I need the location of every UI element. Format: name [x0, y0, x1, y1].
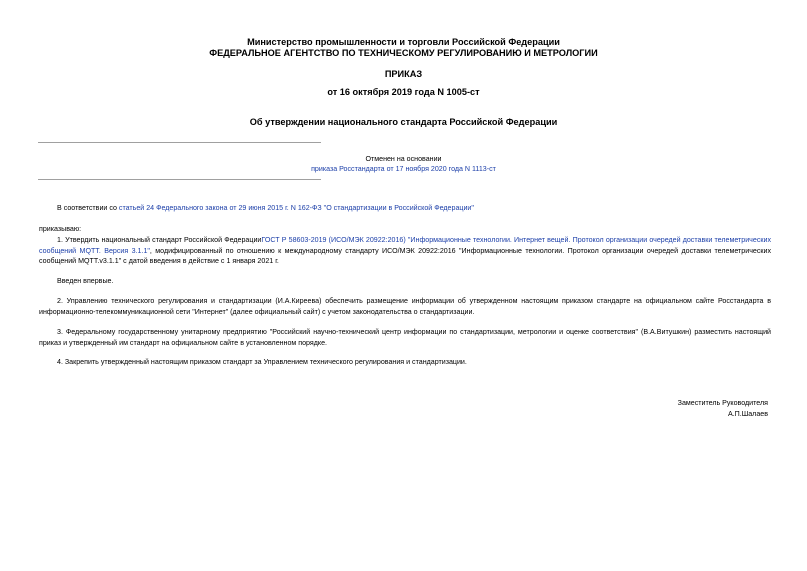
cancel-note-text: Отменен на основании — [365, 155, 442, 163]
signature-position: Заместитель Руководителя — [677, 399, 768, 407]
item-3: 3. Федеральному государственному унитарному предприятию "Российский научно-технический центр информации по стандартизации, метрологии и оценке соответствия" (В.А.Витушкин) разместить настоящий приказ и утвержденный им стандарт на официальном сайте в установленном порядке. — [39, 328, 771, 347]
intro-paragraph — [57, 203, 769, 214]
signature-name: А.П.Шалаев — [727, 410, 768, 418]
cancel-order-link[interactable]: приказа Росстандарта от 17 ноября 2020 года N 1113-ст — [311, 165, 496, 173]
divider-bottom — [38, 179, 321, 180]
intro-prefix: В соответствии со — [57, 204, 119, 212]
cancel-note-link-wrap — [0, 164, 807, 175]
item-2: 2. Управлению технического регулирования и стандартизации (И.А.Киреева) обеспечить размещение информации об утвержденном настоящим приказом стандарте на официальном сайте Росстандарта в информационно-телекоммуникационной сети "Интернет" (далее официальный сайт) с учетом законодательства о стандартизации. — [39, 297, 771, 316]
doc-date-number: от 16 октября 2019 года N 1005-ст — [327, 87, 480, 97]
item-1-suffix: , модифицированный по отношению к международному стандарту ИСО/МЭК 20922:2016 "Информационные технологии. Протокол организации очередей доставки телеметрических сообщений MQTT.v3.1.1" с датой введения в действие с 1 января 2021 г. — [39, 246, 771, 265]
divider-top — [38, 142, 321, 143]
doc-type: ПРИКАЗ — [384, 69, 423, 79]
order-verb: приказываю: — [39, 225, 82, 233]
item-1-prefix: 1. Утвердить национальный стандарт Российской Федерации — [57, 236, 262, 244]
federal-law-link[interactable]: статьей 24 Федерального закона от 29 июня 2015 г. N 162-ФЗ "О стандартизации в Российской Федерации" — [118, 204, 474, 212]
ministry-title: Министерство промышленности и торговли Российской Федерации — [247, 37, 560, 47]
item-1 — [39, 235, 771, 267]
item-1-note: Введен впервые. — [57, 277, 114, 285]
gost-standard-link[interactable]: ГОСТ Р 58603-2019 (ИСО/МЭК 20922:2016) "Информационные технологии. Интернет вещей. Протокол организации очередей доставки телеметрических сообщений MQTT. Версия 3.1.1" — [39, 236, 771, 255]
agency-title: ФЕДЕРАЛЬНОЕ АГЕНТСТВО ПО ТЕХНИЧЕСКОМУ РЕГУЛИРОВАНИЮ И МЕТРОЛОГИИ — [209, 48, 598, 58]
doc-subject: Об утверждении национального стандарта Российской Федерации — [249, 117, 558, 127]
item-4: 4. Закрепить утвержденный настоящим приказом стандарт за Управлением технического регулирования и стандартизации. — [57, 358, 467, 366]
